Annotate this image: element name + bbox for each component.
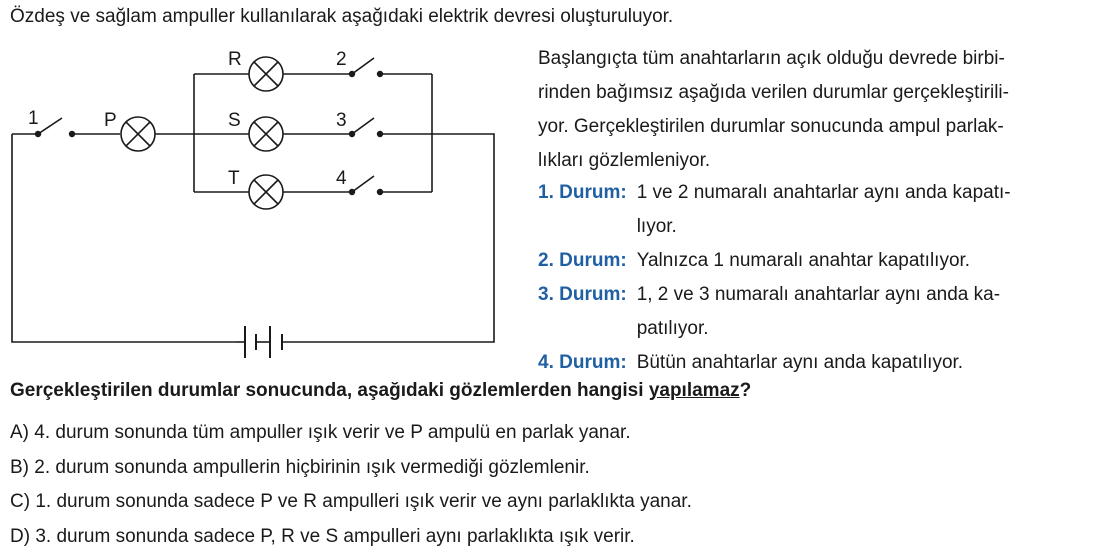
case-text-line: 1 ve 2 numaralı anahtarlar aynı anda kapatı- [636, 182, 1011, 203]
switch-4-label: 4 [336, 168, 347, 189]
wire-outer-right [282, 134, 494, 342]
question-part: Gerçekleştirilen durumlar sonucunda, aşağıdaki gözlemlerden hangisi [10, 380, 649, 401]
case-text-line: lıyor. [636, 216, 677, 237]
paragraph-line: yor. Gerçekleştirilen durumlar sonucunda ampul parlak- [538, 116, 1004, 137]
question-emphasis: yapılamaz [648, 380, 740, 401]
case-text [637, 176, 1104, 244]
lamp-R-label: R [228, 49, 242, 70]
option-a[interactable]: A) 4. durum sonunda tüm ampuller ışık verir ve P ampulü en parlak yanar. [10, 422, 631, 443]
switch-3-lever [352, 118, 374, 134]
intro-text: Özdeş ve sağlam ampuller kullanılarak aşağıdaki elektrik devresi oluşturuluyor. [10, 6, 674, 27]
case-item [538, 346, 1104, 380]
switch-2-lever [352, 58, 374, 74]
case-item [538, 176, 1104, 244]
switch-4-lever [352, 176, 374, 192]
case-text: Bütün anahtarlar aynı anda kapatılıyor. [636, 352, 964, 373]
switch-1-label: 1 [28, 108, 39, 129]
case-label: 4. Durum: [538, 352, 627, 373]
case-text-line: 1, 2 ve 3 numaralı anahtarlar aynı anda ka- [636, 284, 1001, 305]
answer-options [10, 416, 692, 554]
case-text-line: patılıyor. [636, 318, 709, 339]
case-label: 1. Durum: [538, 182, 627, 203]
description-paragraph [538, 42, 1104, 178]
circuit-diagram [0, 38, 515, 358]
switch-3-label: 3 [336, 110, 347, 131]
switch-2-label: 2 [336, 49, 347, 70]
paragraph-line: rinden bağımsız aşağıda verilen durumlar gerçekleştirili- [538, 82, 1009, 103]
option-d[interactable]: D) 3. durum sonunda sadece P, R ve S ampulleri aynı parlaklıkta ışık verir. [10, 525, 635, 547]
wire-outer-left [12, 134, 236, 342]
option-b[interactable]: B) 2. durum sonunda ampullerin hiçbirinin ışık vermediği gözlemlenir. [10, 456, 590, 478]
option-c[interactable]: C) 1. durum sonunda sadece P ve R ampulleri ışık verir ve aynı parlaklıkta yanar. [10, 491, 692, 512]
cases-list [538, 176, 1104, 380]
paragraph-line: lıkları gözlemleniyor. [538, 150, 711, 171]
lamp-S-label: S [228, 110, 241, 131]
case-text: Yalnızca 1 numaralı anahtar kapatılıyor. [636, 250, 971, 271]
paragraph-line: Başlangıçta tüm anahtarların açık olduğu devrede birbi- [538, 48, 1005, 69]
case-label: 2. Durum: [538, 250, 627, 271]
lamp-T-label: T [228, 168, 240, 189]
case-text [637, 278, 1104, 346]
question-text [10, 380, 751, 402]
lamp-P-label: P [104, 110, 117, 131]
case-label: 3. Durum: [538, 284, 627, 305]
case-item [538, 244, 1104, 278]
switch-1-lever [38, 118, 62, 134]
case-item [538, 278, 1104, 346]
question-mark: ? [739, 380, 752, 401]
